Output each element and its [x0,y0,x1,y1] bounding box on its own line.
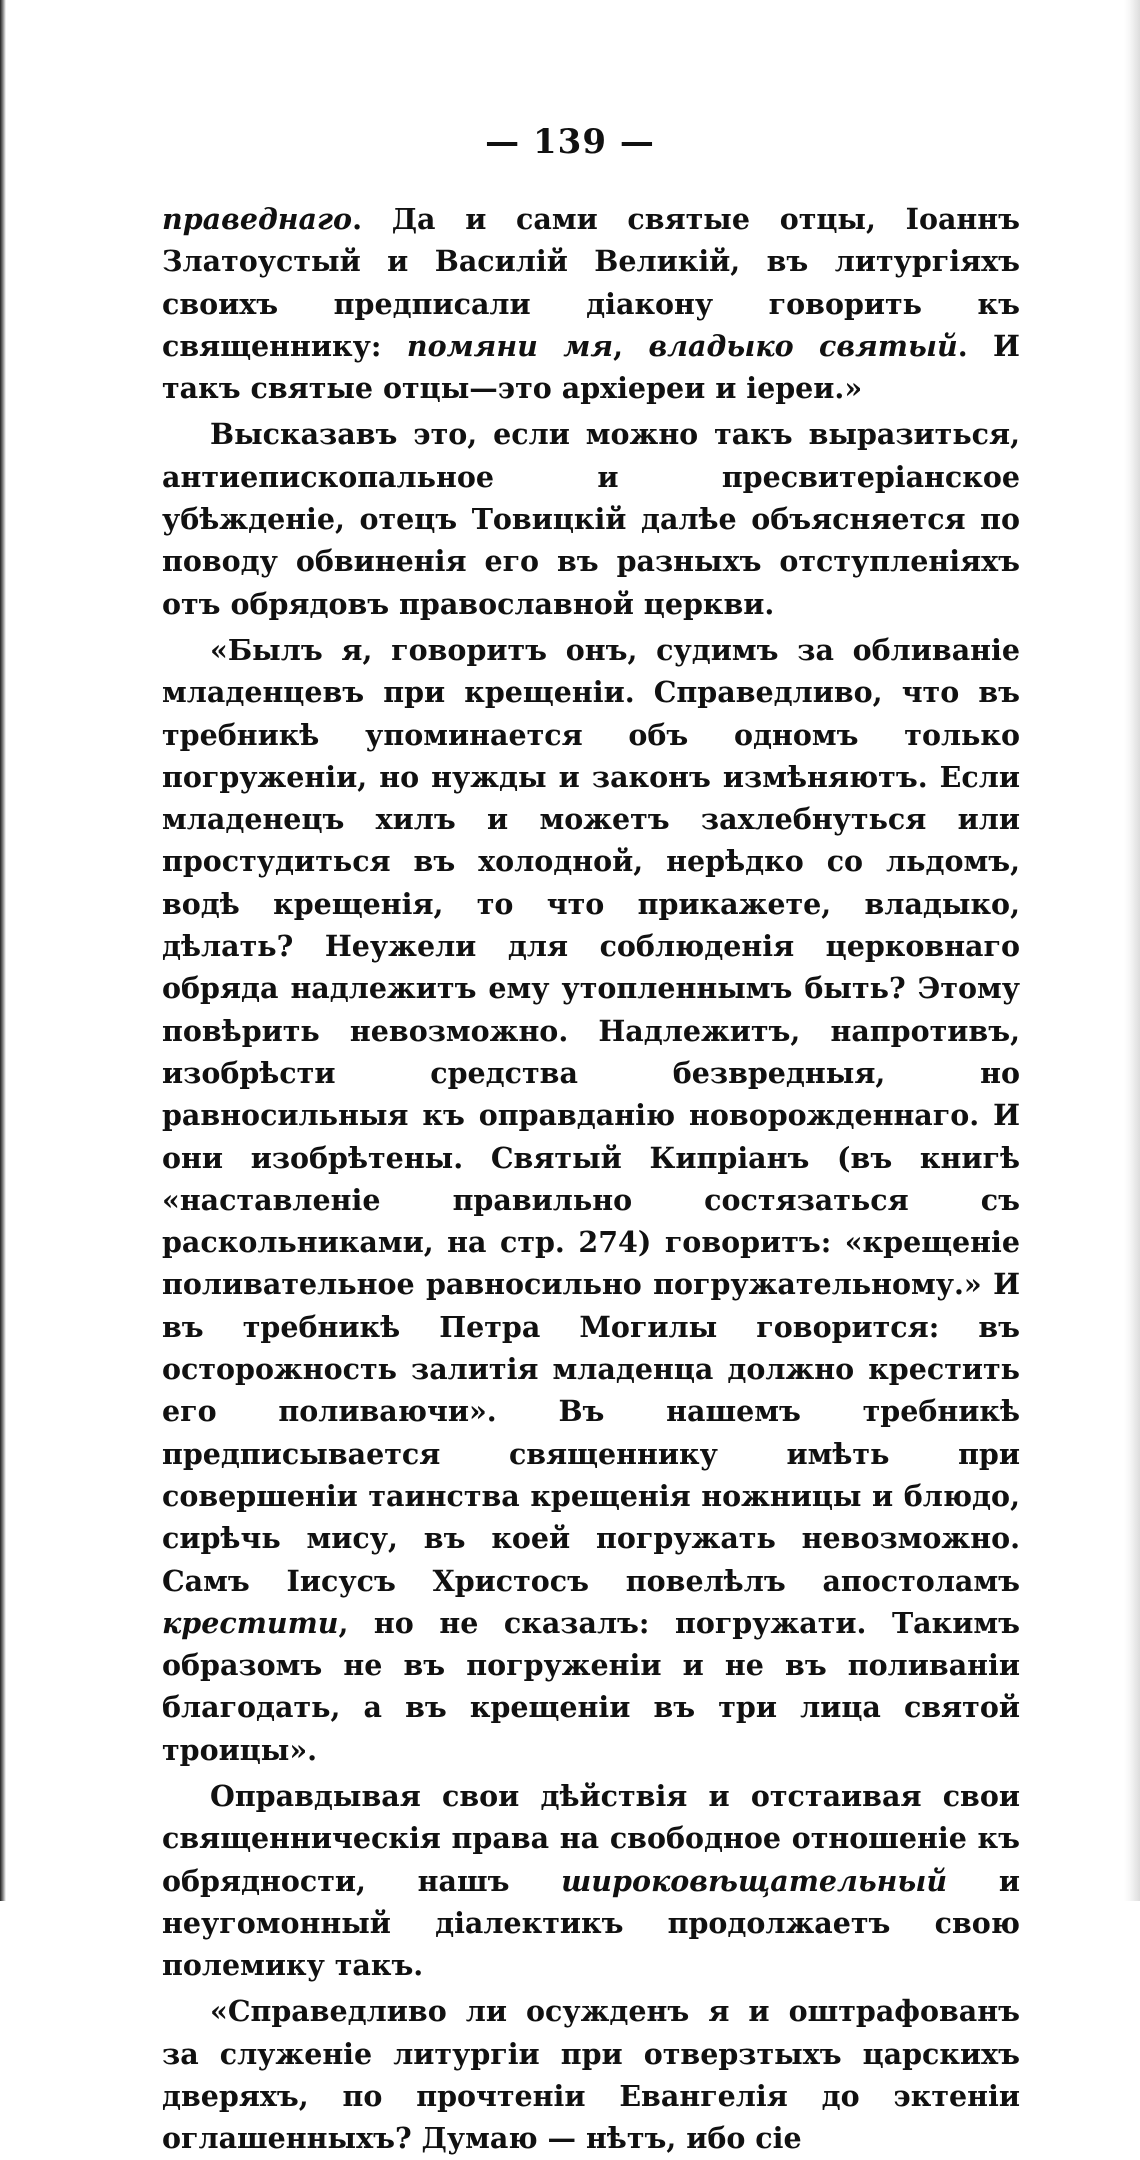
text-segment: Оправдывая свои дѣйствія и отстаивая свои священническія права на свободное отношеніе къ обрядности, нашъ [162,1778,1020,1898]
text-segment: , но не сказалъ: погружати. Такимъ образомъ не въ погруженіи и не въ поливаніи благодать, а въ крещеніи въ три лица святой троицы». [162,1605,1020,1767]
text-segment-italic: широковѣщательный [561,1863,948,1898]
text-segment: и неугомонный діалектикъ продолжаетъ свою полемику такъ. [162,1863,1020,1983]
text-segment: Высказавъ это, если можно такъ выразиться, антиепископальное и пресвитеріанское убѣжденіе, отецъ Товицкій далѣе объясняется по поводу обвиненія его въ разныхъ отступленіяхъ отъ обрядовъ православной церкви. [162,417,1020,621]
body-text [162,198,1020,2160]
text-segment: , [613,328,649,363]
paragraph-continuation [162,198,1020,409]
text-segment-italic: владыко святый [648,328,958,363]
text-segment-italic: праведнаго [162,202,353,236]
text-segment: «Справедливо ли осужденъ я и оштрафованъ за служеніе литургіи при отверзтыхъ царскихъ дверяхъ, по прочтеніи Евангелія до эктеніи оглашенныхъ? Думаю — нѣтъ, ибо сіе [162,1994,1020,2156]
text-segment-italic: крестити [162,1605,339,1640]
paragraph-quote-liturgy [162,1990,1020,2159]
text-segment: . Да и сами святые отцы, Іоаннъ Златоустый и Василій Великій, въ литургіяхъ своихъ предписали діакону говорить къ священнику: [162,202,1020,363]
paragraph-explanation [162,413,1020,624]
text-segment-italic: помяни мя [406,328,614,363]
right-page-edge-shadow [1124,0,1140,1901]
page-number: — 139 — [485,122,655,162]
text-segment: «Былъ я, говоритъ онъ, судимъ за обливаніе младенцевъ при крещеніи. Справедливо, что въ требникѣ упоминается объ одномъ только погруженіи, но нужды и законъ измѣняютъ. Если младенецъ хилъ и можетъ захлебнуться или простудиться въ холодной, нерѣдко со льдомъ, водѣ крещенія, то что прикажете, владыко, дѣлать? Неужели для соблюденія церковнаго обряда надлежитъ ему утопленнымъ быть? Этому повѣрить невозможно. Надлежитъ, напротивъ, изобрѣсти средства безвредныя, но равносильныя къ оправданію новорожденнаго. И они изобрѣтены. Святый Кипріанъ (въ книгѣ «наставленіе правильно состязаться съ раскольниками, на стр. 274) говоритъ: «крещеніе поливательное равносильно погружательному.» И въ требникѣ Петра Могилы говорится: въ осторожность залитія младенца должно крестить его поливаючи». Въ нашемъ требникѣ предписывается священнику имѣть при совершеніи таинства крещенія ножницы и блюдо, сирѣчь мису, въ коей погружать невозможно. Самъ Іисусъ Христосъ повелѣлъ апостоламъ [162,632,1020,1598]
paragraph-quote-baptism [162,629,1020,1771]
text-segment: . И такъ святые отцы—это архіереи и іереи.» [162,328,1020,406]
paragraph-justification [162,1775,1020,1986]
left-page-edge-shadow [0,0,6,1901]
